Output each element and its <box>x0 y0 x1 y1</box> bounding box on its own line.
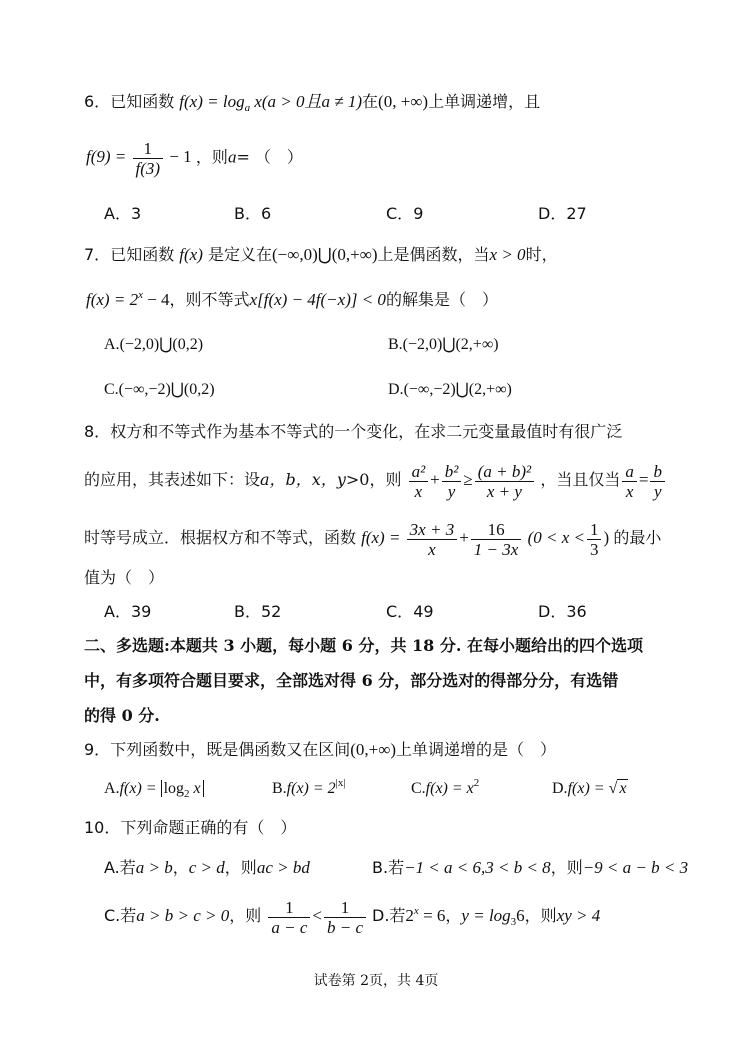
q6-interval: (0, +∞) <box>378 92 429 111</box>
q8-line1 <box>84 422 622 442</box>
q8-text-2a: 的应用，其表述如下：设 <box>84 470 261 489</box>
q8-option-c[interactable]: C．49 <box>386 602 434 621</box>
q8-line4: 值为（ ） <box>84 568 165 587</box>
q7-stem-e: ，则不等式 <box>169 290 250 309</box>
q9-number: 9． <box>84 740 111 759</box>
q6-ask-var: a <box>227 147 237 167</box>
q10-number: 10． <box>84 818 121 837</box>
q8-text-1: 权方和不等式作为基本不等式的一个变化，在求二元变量最值时有很广泛 <box>110 422 623 441</box>
section2-heading-line1: 二、多选题:本题共 3 小题，每小题 6 分，共 18 分. 在每小题给出的四个选项 <box>84 636 644 655</box>
q10-line1 <box>84 818 296 838</box>
q6-option-b[interactable]: B．6 <box>234 204 272 223</box>
q7-stem-f: 的解集是（ ） <box>385 290 498 309</box>
q8-option-a[interactable]: A．39 <box>104 602 152 621</box>
q7-domain: (−∞,0)⋃(0,+∞) <box>272 245 378 264</box>
q8-text-3a: 时等号成立．根据权方和不等式，函数 <box>84 528 357 547</box>
q6-ask-tail: = （ ） <box>236 147 303 167</box>
q7-option-d[interactable]: D.(−∞,−2)⋃(2,+∞) <box>388 381 512 398</box>
q9-option-a[interactable]: $A.f(x) = \log_2 x$ <box>104 779 204 799</box>
page-footer: 试卷第 2页，共 4页 <box>313 973 439 989</box>
q10-stem: 下列命题正确的有（ ） <box>120 818 297 837</box>
q7-line1 <box>84 245 558 265</box>
q9-option-c[interactable]: $C.f(x) = x^2$ <box>411 777 480 797</box>
q9-line1 <box>84 740 556 760</box>
q6-option-d[interactable]: D．27 <box>538 204 587 223</box>
q9-option-d[interactable]: D.f(x) = √ x <box>552 780 627 797</box>
q6-line1 <box>84 92 540 112</box>
section2-heading-line2: 中，有多项符合题目要求，全部选对得 6 分，部分选对的得部分分，有选错 <box>84 671 619 690</box>
q7-stem-b: 是定义在 <box>207 245 272 264</box>
q8-line3 <box>84 516 661 560</box>
q7-inequality: x[f(x) − 4f(−x)] < 0 <box>249 290 386 309</box>
q7-stem-d: 时， <box>525 245 558 264</box>
q8-text-2b: >0，则 <box>345 470 402 489</box>
q6-option-c[interactable]: C．9 <box>386 204 424 223</box>
q7-option-a[interactable]: A.(−2,0)⋃(0,2) <box>104 336 204 353</box>
q7-definition: $f(x) = 2^x - 4$ <box>86 289 170 309</box>
q7-stem-c: 上是偶函数，当 <box>377 245 490 264</box>
q8-option-b[interactable]: B．52 <box>234 602 282 621</box>
q6-stem-c: 上单调递增，且 <box>428 92 541 111</box>
q7-line2 <box>86 290 498 310</box>
q6-stem: 已知函数 <box>110 92 175 111</box>
q8-text-3b: 的最小 <box>613 528 662 547</box>
q6-ask: ，则 <box>195 147 228 167</box>
q8-vars: a，b，x，y <box>260 470 346 489</box>
q8-equality-condition: $\frac{a}{x}$ = $\frac{b}{y}$ <box>620 470 667 489</box>
q8-option-d[interactable]: D．36 <box>538 602 587 621</box>
q9-stem-b: 上单调递增的是（ ） <box>395 740 556 759</box>
q7-number: 7． <box>84 245 111 264</box>
q7-stem-a: 已知函数 <box>110 245 175 264</box>
q8-number: 8． <box>84 422 111 441</box>
q10-option-b[interactable]: B.若−1 < a < 6,3 < b < 8，则−9 < a − b < 3 <box>372 858 689 877</box>
q8-weighted-power-inequality: $\frac{\text{a²}}{x}$ + $\frac{\text{b²}}{y}$ ≥ $\frac{\text{(a + b)²}}{x + y}$ <box>407 470 541 489</box>
section2-heading-line3: 的得 0 分. <box>84 706 160 725</box>
q8-function: f(x) = $\frac{3x + 3}{x}$ + $\frac{16}{1 - 3x}$ (0 < x < $\frac{1}{3}$ ) <box>361 519 610 559</box>
q6-line2 <box>86 140 303 177</box>
q6-stem-b: 在 <box>362 92 379 111</box>
q10-option-a[interactable]: A.若a > b，c > d，则ac > bd <box>104 858 310 877</box>
q9-interval: (0,+∞) <box>350 740 396 759</box>
q7-option-c[interactable]: C.(−∞,−2)⋃(0,2) <box>104 381 215 398</box>
q7-cond: x > 0 <box>489 245 526 264</box>
q7-func: f(x) <box>179 245 203 264</box>
q7-option-b[interactable]: B.(−2,0)⋃(2,+∞) <box>388 336 499 353</box>
q9-option-b[interactable]: $B.f(x) = 2^{|x|}$ <box>272 777 346 797</box>
q9-stem-a: 下列函数中，既是偶函数又在区间 <box>110 740 351 759</box>
q6-equation: f(9) = $\frac{1}{f(3)}$ − 1 <box>86 139 192 178</box>
q8-text-2c: ，当且仅当 <box>540 470 621 489</box>
q6-number: 6． <box>84 92 111 111</box>
q6-fraction: $\frac{1}{f(3)}$ <box>133 140 164 177</box>
q6-func: $f(x) = \log_a x(a > 0$且a ≠ 1) <box>179 92 363 114</box>
q10-option-c[interactable]: C.若a > b > c > 0，则 $\frac{1}{a - c}$ < $\frac{1}{b - c}$ <box>104 896 368 936</box>
q6-option-a[interactable]: A．3 <box>104 204 142 223</box>
q10-option-d[interactable]: D.若$2^x = 6$，$y = \log_36$，则xy > 4 <box>372 905 601 928</box>
q8-line2 <box>84 458 667 502</box>
